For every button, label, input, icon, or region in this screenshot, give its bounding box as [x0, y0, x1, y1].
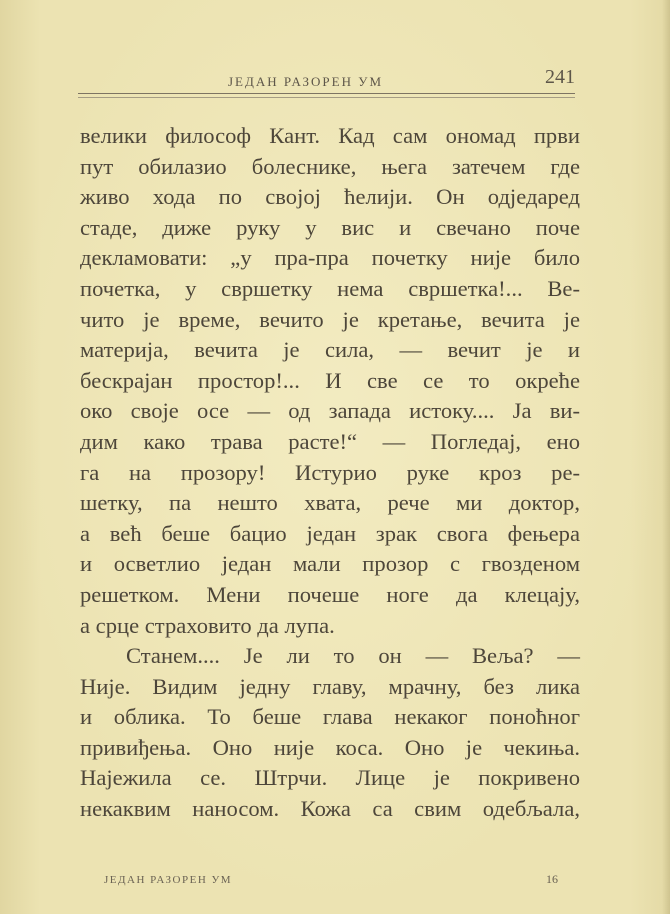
signature-title: ЈЕДАН РАЗОРЕН УМ: [104, 874, 233, 886]
text-line: решетком. Мени почеше ноге да клецају,: [80, 581, 580, 607]
body-text: [80, 121, 580, 825]
text-line: велики философ Кант. Кад сам ономад први: [80, 123, 580, 148]
text-line: Није. Видим једну главу, мрачну, без лика: [80, 673, 580, 699]
text-line: чито је време, вечито је кретање, вечита је: [80, 306, 580, 332]
text-line: га на прозору! Истурио руке кроз ре-: [80, 459, 580, 485]
running-title: ЈЕДАН РАЗОРЕН УМ: [228, 74, 383, 89]
text-line: а срце страховито да лупа.: [80, 612, 335, 638]
text-line: привиђења. Оно није коса. Оно је чекиња.: [80, 734, 580, 760]
text-line: стаде, диже руку у вис и свечано поче: [80, 214, 580, 240]
header-rule-thin: [78, 97, 575, 98]
running-head: [78, 60, 575, 92]
text-line: бескрајан простор!... И све се то окреће: [80, 367, 580, 393]
text-line: и облика. То беше глава некаког поноћног: [80, 704, 580, 730]
header-rule: [78, 93, 575, 94]
text-line: почетка, у свршетку нема свршетка!... Ве-: [80, 275, 580, 301]
text-line: шетку, па нешто хвата, рече ми доктор,: [80, 490, 580, 516]
text-line: и осветлио један мали прозор с гвозденом: [80, 551, 580, 577]
text-line: дим како трава расте!“ — Погледај, ено: [80, 428, 580, 454]
text-line: пут обилазио болеснике, њега затечем где: [80, 153, 580, 179]
text-line: Најежила се. Штрчи. Лице је покривено: [80, 765, 580, 791]
text-line: а већ беше бацио један зрак свога фењера: [80, 520, 580, 546]
text-line: декламовати: „у пра-пра почетку није било: [80, 245, 580, 271]
page-edge-shadow: [662, 0, 670, 914]
signature-number: 16: [546, 872, 558, 886]
text-line: живо хода по својој ћелији. Он одједаред: [80, 184, 580, 210]
text-line: Станем.... Је ли то он — Веља? —: [126, 643, 580, 669]
text-line: некаквим наносом. Кожа са свим одебљала,: [80, 796, 580, 822]
page-number: 241: [545, 66, 575, 88]
text-line: око своје осе — од запада истоку.... Ја ви-: [80, 398, 580, 424]
text-line: материја, вечита је сила, — вечит је и: [80, 337, 580, 363]
